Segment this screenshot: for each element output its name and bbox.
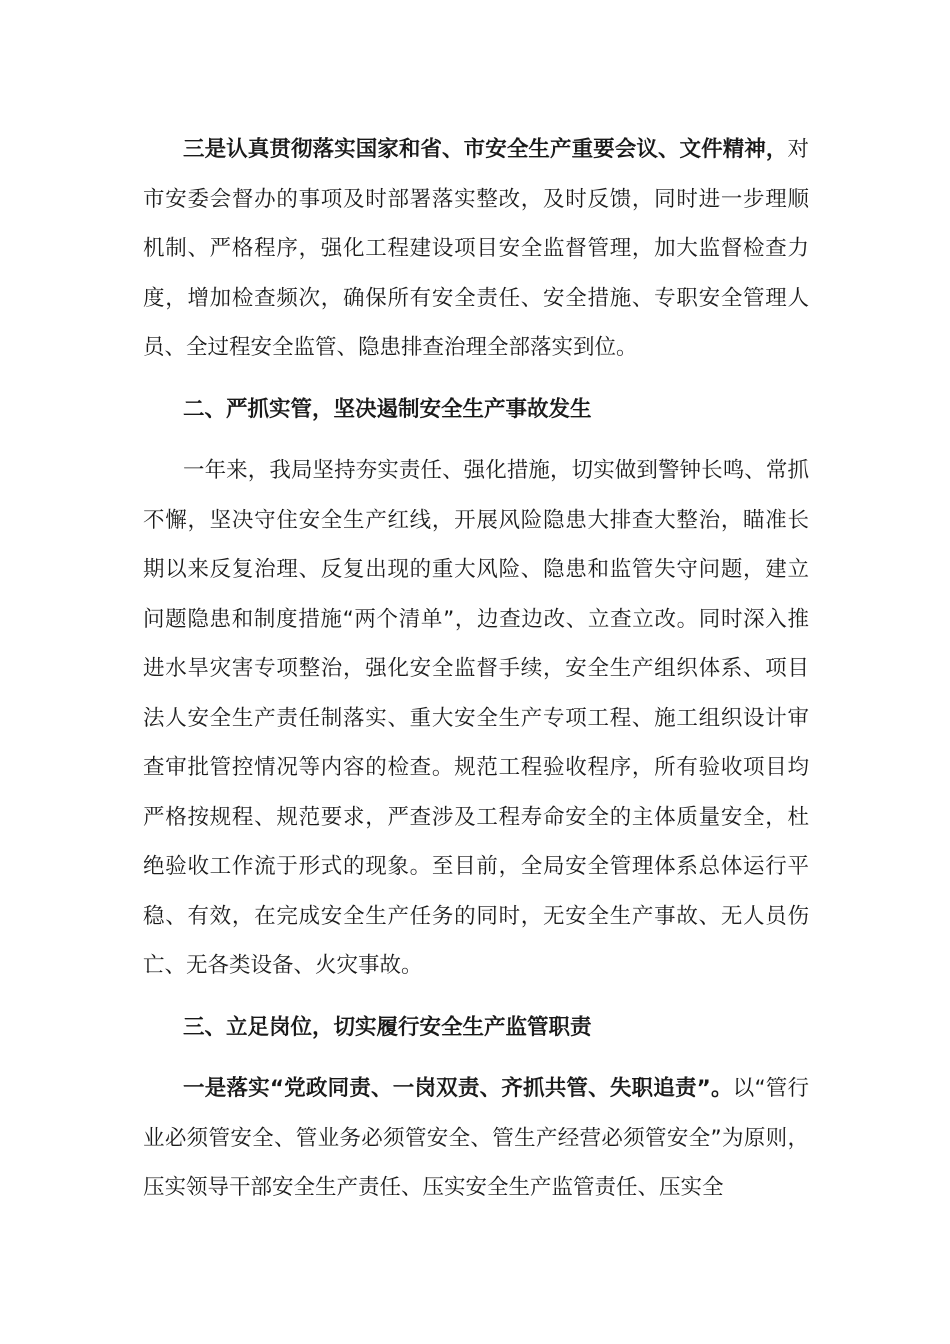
paragraph-1-text: 对市安委会督办的事项及时部署落实整改，及时反馈，同时进一步理顺机制、严格程序，强化工程建设项目安全监督管理，加大监督检查力度，增加检查频次，确保所有安全责任、安全措施、专职安全管理人员、全过程安全监管、隐患排查治理全部落实到位。 — [143, 137, 809, 360]
section-heading-2: 二、严抓实管，坚决遏制安全生产事故发生 — [183, 396, 592, 422]
paragraph-1-lead: 三是认真贯彻落实国家和省、市安全生产重要会议、文件精神， — [183, 137, 788, 162]
paragraph-3-text: 以“管行业必须管安全、管业务必须管安全、管生产经营必须管安全”为原则，压实领导干部安全生产责任、压实安全生产监管责任、压实全 — [143, 1076, 810, 1200]
section-heading-3: 三、立足岗位，切实履行安全生产监管职责 — [183, 1014, 592, 1040]
paragraph-3 — [143, 1064, 809, 1213]
paragraph-3-lead: 一是落实“党政同责、一岗双责、齐抓共管、失职追责”。 — [183, 1076, 733, 1101]
paragraph-1 — [143, 125, 809, 373]
paragraph-2: 一年来，我局坚持夯实责任、强化措施，切实做到警钟长鸣、常抓不懈，坚决守住安全生产红线，开展风险隐患大排查大整治，瞄准长期以来反复治理、反复出现的重大风险、隐患和监管失守问题，建立问题隐患和制度措施“两个清单”，边查边改、立查立改。同时深入推进水旱灾害专项整治，强化安全监督手续，安全生产组织体系、项目法人安全生产责任制落实、重大安全生产专项工程、施工组织设计审查审批管控情况等内容的检查。规范工程验收程序，所有验收项目均严格按规程、规范要求，严查涉及工程寿命安全的主体质量安全，杜绝验收工作流于形式的现象。至目前，全局安全管理体系总体运行平稳、有效，在完成安全生产任务的同时，无安全生产事故、无人员伤亡、无各类设备、火灾事故。 — [143, 458, 809, 978]
document-body — [143, 125, 809, 1213]
